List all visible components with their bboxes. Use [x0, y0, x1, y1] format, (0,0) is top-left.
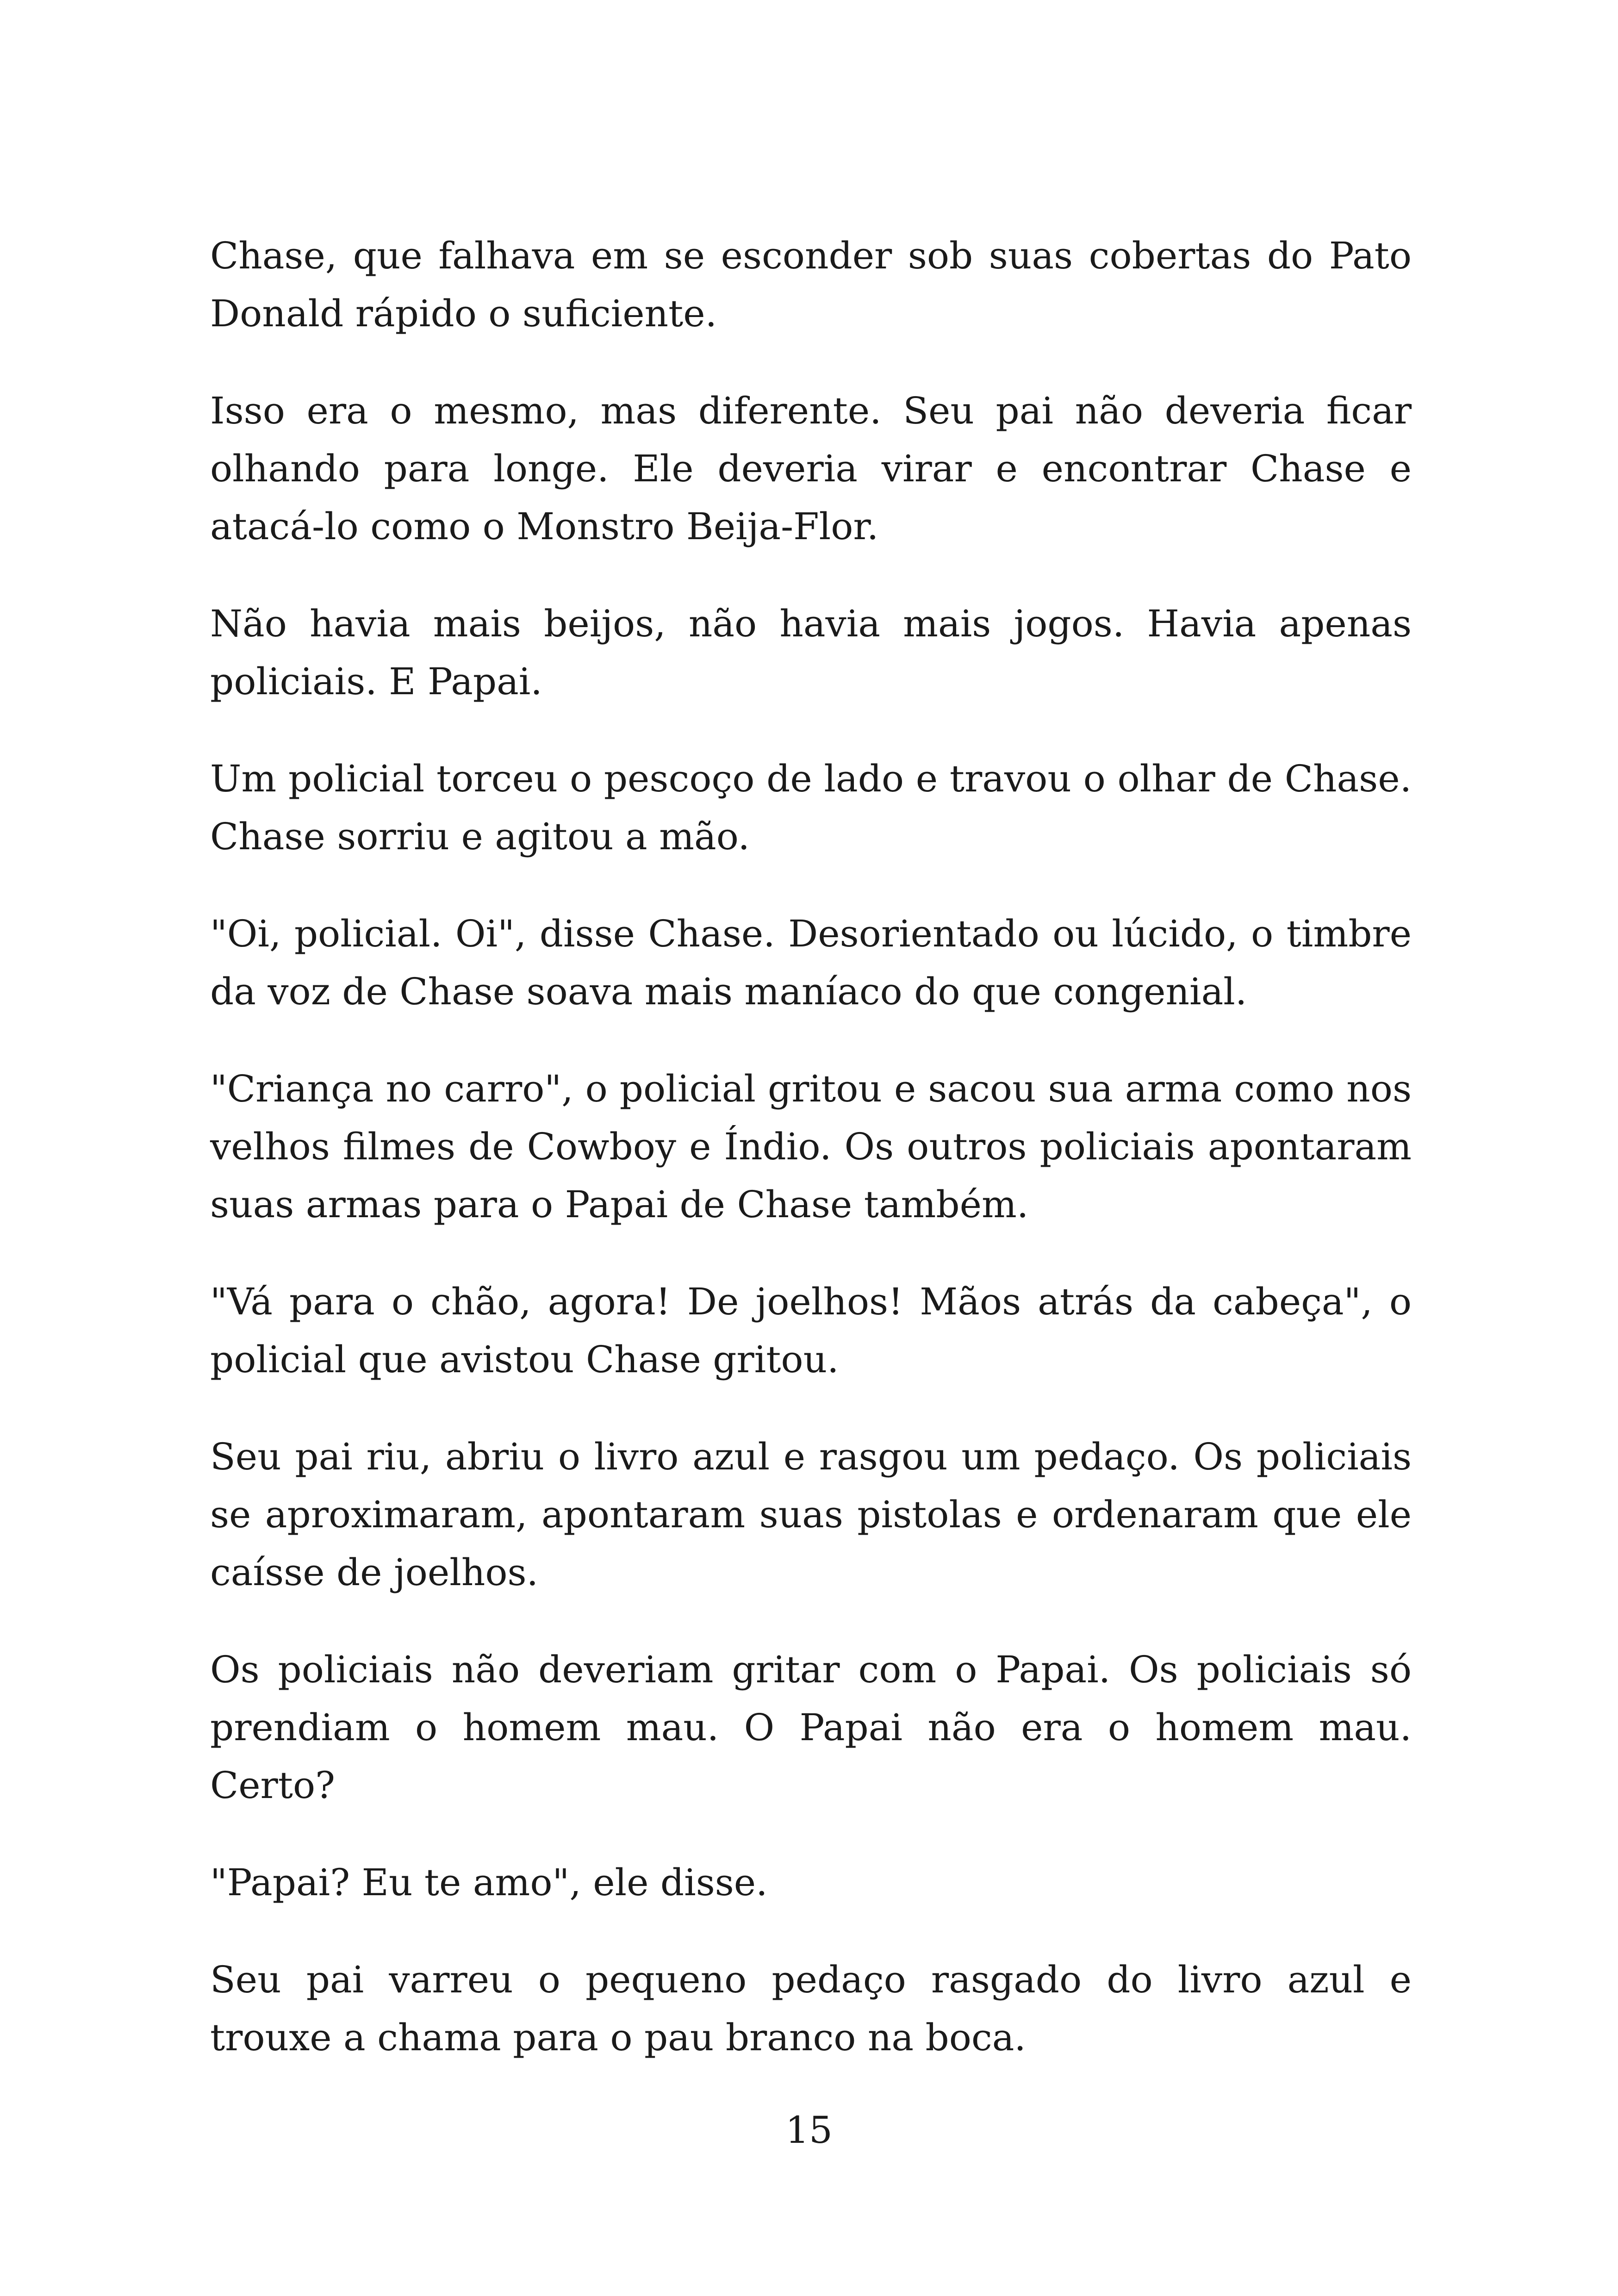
paragraph: Os policiais não deveriam gritar com o Papai. Os policiais só prendiam o homem mau. O Papai não era o homem mau. Certo? [210, 1648, 1412, 1807]
body-text [210, 227, 1412, 2106]
paragraph: "Oi, policial. Oi", disse Chase. Desorientado ou lúcido, o timbre da voz de Chase soava mais maníaco do que congenial. [210, 912, 1412, 1013]
page-number: 15 [785, 2109, 833, 2152]
paragraph: "Papai? Eu te amo", ele disse. [210, 1861, 768, 1904]
paragraph: Seu pai varreu o pequeno pedaço rasgado do livro azul e trouxe a chama para o pau branco na boca. [210, 1958, 1412, 2059]
paragraph: Não havia mais beijos, não havia mais jogos. Havia apenas policiais. E Papai. [210, 602, 1412, 703]
paragraph: Um policial torceu o pescoço de lado e travou o olhar de Chase. Chase sorriu e agitou a mão. [210, 757, 1412, 858]
paragraph: Seu pai riu, abriu o livro azul e rasgou um pedaço. Os policiais se aproximaram, apontaram suas pistolas e ordenaram que ele caísse de joelhos. [210, 1435, 1412, 1594]
paragraph: Chase, que falhava em se esconder sob suas cobertas do Pato Donald rápido o suficiente. [210, 234, 1412, 335]
paragraph: "Vá para o chão, agora! De joelhos! Mãos atrás da cabeça", o policial que avistou Chase gritou. [210, 1280, 1412, 1381]
paragraph: "Criança no carro", o policial gritou e sacou sua arma como nos velhos filmes de Cowboy e Índio. Os outros policiais apontaram suas armas para o Papai de Chase também. [210, 1067, 1412, 1226]
paragraph: Isso era o mesmo, mas diferente. Seu pai não deveria ficar olhando para longe. Ele deveria virar e encontrar Chase e atacá-lo como o Monstro Beija-Flor. [210, 389, 1412, 548]
